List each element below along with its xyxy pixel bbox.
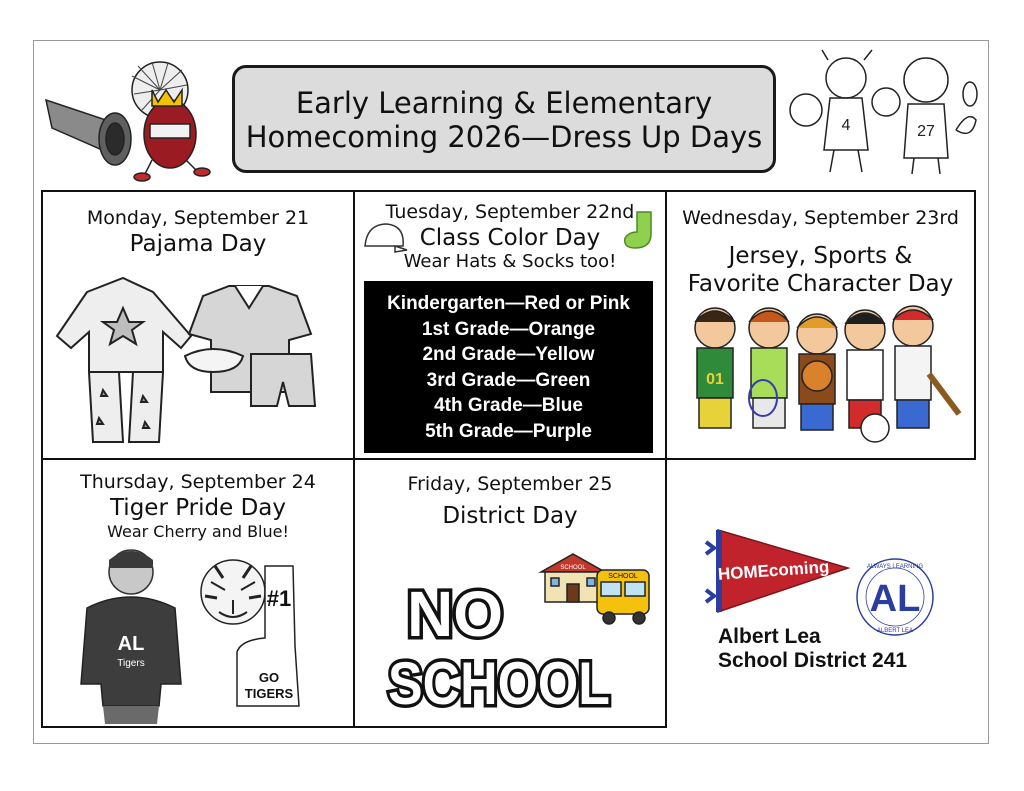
jersey-number-4: 4: [841, 117, 851, 134]
title-banner: [232, 65, 776, 173]
pajamas-icon: [53, 272, 343, 447]
school-text: SCHOOL: [388, 650, 610, 717]
friday-date: Friday, September 25: [407, 473, 613, 495]
tuesday-note: Wear Hats & Socks too!: [403, 251, 617, 272]
logo-letters: AL: [869, 578, 921, 620]
grade-color-5th: 5th Grade—Purple: [425, 420, 592, 442]
cheering-kids-icon: [786, 50, 982, 178]
thursday-theme: Tiger Pride Day: [109, 495, 287, 521]
monday-date: Monday, September 21: [86, 207, 310, 229]
tiger-foam-finger-icon: [195, 556, 305, 716]
district-name: [718, 625, 907, 673]
kid-jersey-number: 01: [706, 371, 724, 388]
monday-theme: Pajama Day: [129, 231, 267, 257]
grade-color-2nd: 2nd Grade—Yellow: [422, 344, 595, 366]
wednesday-theme-line-2: Favorite Character Day: [687, 271, 954, 297]
title-line-2: Homecoming 2026—Dress Up Days: [245, 120, 763, 154]
grade-color-1st: 1st Grade—Orange: [421, 318, 596, 340]
grade-color-3rd: 3rd Grade—Green: [426, 369, 591, 391]
thursday-note: Wear Cherry and Blue!: [107, 522, 289, 541]
grade-color-kindergarten: Kindergarten—Red or Pink: [387, 293, 630, 314]
wednesday-theme-line-1: Jersey, Sports &: [728, 243, 913, 269]
district-line-2: School District 241: [718, 649, 908, 672]
title-line-1: Early Learning & Elementary: [295, 86, 713, 120]
logo-ring-bottom: ALBERT LEA: [876, 628, 914, 634]
shirt-subtext: Tigers: [117, 658, 145, 669]
wednesday-date: Wednesday, September 23rd: [682, 207, 959, 229]
shirt-letters: AL: [117, 633, 145, 655]
foam-finger-go: GO: [258, 670, 280, 685]
school-building-sign: SCHOOL: [560, 565, 586, 571]
foam-finger-number: #1: [266, 586, 292, 611]
hat-icon: [361, 220, 409, 256]
district-line-1: Albert Lea: [718, 625, 821, 648]
grade-color-4th: 4th Grade—Blue: [434, 395, 583, 417]
tuesday-theme: Class Color Day: [419, 225, 601, 251]
homecoming-pennant-icon: [700, 528, 850, 616]
grade-colors-box: [364, 281, 653, 453]
cheer-mascot-icon: [42, 60, 212, 182]
pennant-text: HOMEcoming: [717, 557, 830, 584]
sports-kids-icon: [679, 304, 963, 452]
tiger-shirt-student-icon: [73, 546, 193, 726]
friday-theme: District Day: [442, 503, 578, 529]
logo-ring-top: ALWAYS LEARNING: [866, 564, 924, 570]
no-school-graphic: [385, 570, 617, 720]
thursday-date: Thursday, September 24: [80, 471, 316, 493]
bus-sign: SCHOOL: [608, 573, 638, 580]
no-text: NO: [407, 578, 503, 650]
foam-finger-tigers: TIGERS: [244, 686, 294, 701]
friday-cell: [353, 458, 667, 728]
monday-cell: [41, 190, 355, 460]
thursday-cell: [41, 458, 355, 728]
wednesday-cell: [665, 190, 976, 460]
tuesday-date: Tuesday, September 22nd: [385, 201, 635, 223]
sock-icon: [621, 210, 661, 252]
jersey-number-27: 27: [917, 123, 935, 140]
